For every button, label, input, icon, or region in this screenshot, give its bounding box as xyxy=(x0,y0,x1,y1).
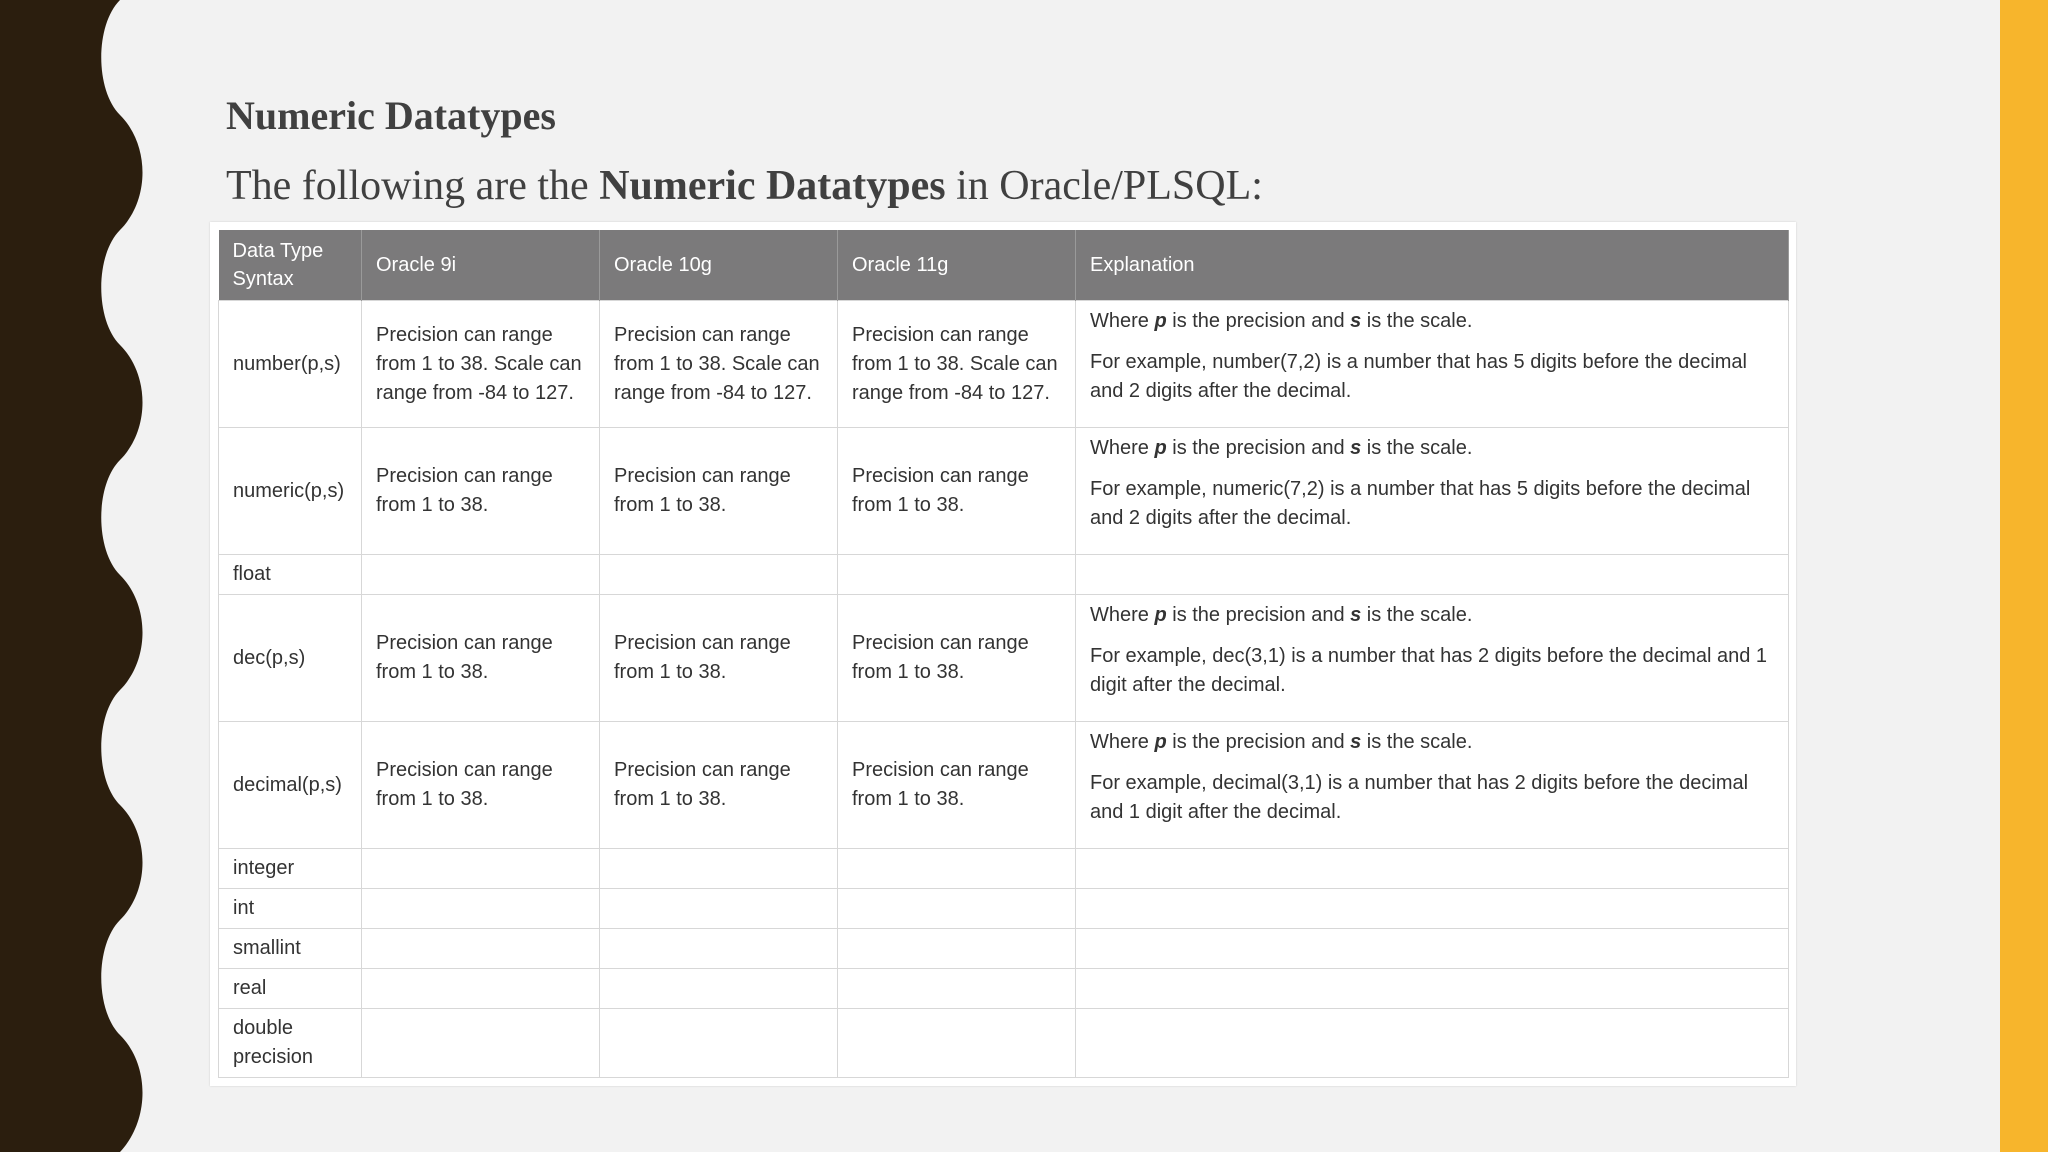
table-row xyxy=(219,969,1789,1009)
cell-explanation xyxy=(1076,595,1789,722)
cell-explanation xyxy=(1076,889,1789,929)
table-row xyxy=(219,929,1789,969)
expl-var-p: p xyxy=(1154,310,1167,332)
table-row xyxy=(219,301,1789,428)
expl-var-p: p xyxy=(1154,604,1167,626)
cell-oracle-11g xyxy=(838,1009,1076,1078)
cell-explanation xyxy=(1076,969,1789,1009)
cell-type: integer xyxy=(219,849,362,889)
cell-oracle-9i: Precision can range from 1 to 38. xyxy=(362,428,600,555)
expl-text: Where xyxy=(1090,731,1155,753)
cell-type: number(p,s) xyxy=(219,301,362,428)
cell-type: dec(p,s) xyxy=(219,595,362,722)
subtitle-bold: Numeric Datatypes xyxy=(599,163,946,209)
expl-text: Where xyxy=(1090,437,1155,459)
cell-explanation xyxy=(1076,849,1789,889)
explanation-line xyxy=(1090,728,1774,757)
expl-var-p: p xyxy=(1154,437,1167,459)
cell-type: smallint xyxy=(219,929,362,969)
cell-explanation xyxy=(1076,722,1789,849)
cell-type: float xyxy=(219,555,362,595)
expl-text: is the precision and xyxy=(1166,310,1351,332)
cell-oracle-9i: Precision can range from 1 to 38. Scale can range from -84 to 127. xyxy=(362,301,600,428)
slide-subtitle xyxy=(226,162,1263,210)
cell-type: double precision xyxy=(219,1009,362,1078)
cell-oracle-11g xyxy=(838,889,1076,929)
left-wave-decoration xyxy=(0,0,160,1152)
explanation-line xyxy=(1090,307,1774,336)
cell-explanation xyxy=(1076,929,1789,969)
header-oracle-9i: Oracle 9i xyxy=(362,230,600,301)
cell-oracle-10g xyxy=(600,889,838,929)
cell-type: numeric(p,s) xyxy=(219,428,362,555)
explanation-line xyxy=(1090,434,1774,463)
datatypes-table-frame xyxy=(210,222,1796,1086)
cell-explanation xyxy=(1076,1009,1789,1078)
explanation-example: For example, number(7,2) is a number that has 5 digits before the decimal and 2 digits after the decimal. xyxy=(1090,351,1747,402)
expl-var-s: s xyxy=(1350,731,1362,753)
cell-oracle-10g xyxy=(600,1009,838,1078)
cell-oracle-9i xyxy=(362,1009,600,1078)
cell-oracle-11g: Precision can range from 1 to 38. Scale can range from -84 to 127. xyxy=(838,301,1076,428)
expl-text: is the scale. xyxy=(1361,437,1473,459)
table-header-row xyxy=(219,230,1789,301)
cell-explanation xyxy=(1076,428,1789,555)
cell-oracle-10g xyxy=(600,969,838,1009)
cell-explanation xyxy=(1076,555,1789,595)
cell-explanation xyxy=(1076,301,1789,428)
explanation-line xyxy=(1090,601,1774,630)
expl-text: Where xyxy=(1090,604,1155,626)
expl-text: is the precision and xyxy=(1166,604,1351,626)
cell-oracle-10g xyxy=(600,929,838,969)
cell-oracle-9i: Precision can range from 1 to 38. xyxy=(362,595,600,722)
table-row xyxy=(219,889,1789,929)
cell-oracle-11g xyxy=(838,849,1076,889)
cell-oracle-9i xyxy=(362,889,600,929)
numeric-datatypes-table xyxy=(218,230,1789,1078)
expl-text: is the precision and xyxy=(1166,731,1351,753)
expl-var-s: s xyxy=(1350,310,1362,332)
expl-text: is the scale. xyxy=(1361,604,1473,626)
cell-oracle-10g: Precision can range from 1 to 38. xyxy=(600,595,838,722)
expl-text: Where xyxy=(1090,310,1155,332)
explanation-example: For example, decimal(3,1) is a number that has 2 digits before the decimal and 1 digit after the decimal. xyxy=(1090,772,1749,823)
cell-type: int xyxy=(219,889,362,929)
cell-oracle-9i: Precision can range from 1 to 38. xyxy=(362,722,600,849)
cell-oracle-10g xyxy=(600,849,838,889)
cell-oracle-10g: Precision can range from 1 to 38. Scale can range from -84 to 127. xyxy=(600,301,838,428)
table-row xyxy=(219,1009,1789,1078)
subtitle-suffix: in Oracle/PLSQL: xyxy=(945,163,1263,209)
table-row xyxy=(219,849,1789,889)
cell-oracle-11g: Precision can range from 1 to 38. xyxy=(838,428,1076,555)
header-oracle-11g: Oracle 11g xyxy=(838,230,1076,301)
slide-title: Numeric Datatypes xyxy=(226,93,556,138)
cell-oracle-9i xyxy=(362,555,600,595)
cell-oracle-11g xyxy=(838,555,1076,595)
table-row xyxy=(219,555,1789,595)
expl-text: is the precision and xyxy=(1166,437,1351,459)
cell-oracle-11g: Precision can range from 1 to 38. xyxy=(838,595,1076,722)
cell-oracle-9i xyxy=(362,969,600,1009)
cell-oracle-10g: Precision can range from 1 to 38. xyxy=(600,428,838,555)
expl-text: is the scale. xyxy=(1361,310,1473,332)
table-row xyxy=(219,722,1789,849)
cell-oracle-11g: Precision can range from 1 to 38. xyxy=(838,722,1076,849)
expl-text: is the scale. xyxy=(1361,731,1473,753)
table-row xyxy=(219,428,1789,555)
expl-var-s: s xyxy=(1350,604,1362,626)
expl-var-s: s xyxy=(1350,437,1362,459)
cell-oracle-9i xyxy=(362,849,600,889)
right-accent-bar xyxy=(2000,0,2048,1152)
expl-var-p: p xyxy=(1154,731,1167,753)
cell-type: decimal(p,s) xyxy=(219,722,362,849)
cell-oracle-11g xyxy=(838,929,1076,969)
cell-type: real xyxy=(219,969,362,1009)
cell-oracle-10g xyxy=(600,555,838,595)
explanation-example: For example, numeric(7,2) is a number that has 5 digits before the decimal and 2 digits after the decimal. xyxy=(1090,478,1751,529)
cell-oracle-11g xyxy=(838,969,1076,1009)
cell-oracle-10g: Precision can range from 1 to 38. xyxy=(600,722,838,849)
header-oracle-10g: Oracle 10g xyxy=(600,230,838,301)
explanation-example: For example, dec(3,1) is a number that has 2 digits before the decimal and 1 digit after the decimal. xyxy=(1090,645,1768,696)
table-row xyxy=(219,595,1789,722)
subtitle-prefix: The following are the xyxy=(226,163,600,209)
header-explanation: Explanation xyxy=(1076,230,1789,301)
header-data-type: Data Type Syntax xyxy=(219,230,362,301)
cell-oracle-9i xyxy=(362,929,600,969)
